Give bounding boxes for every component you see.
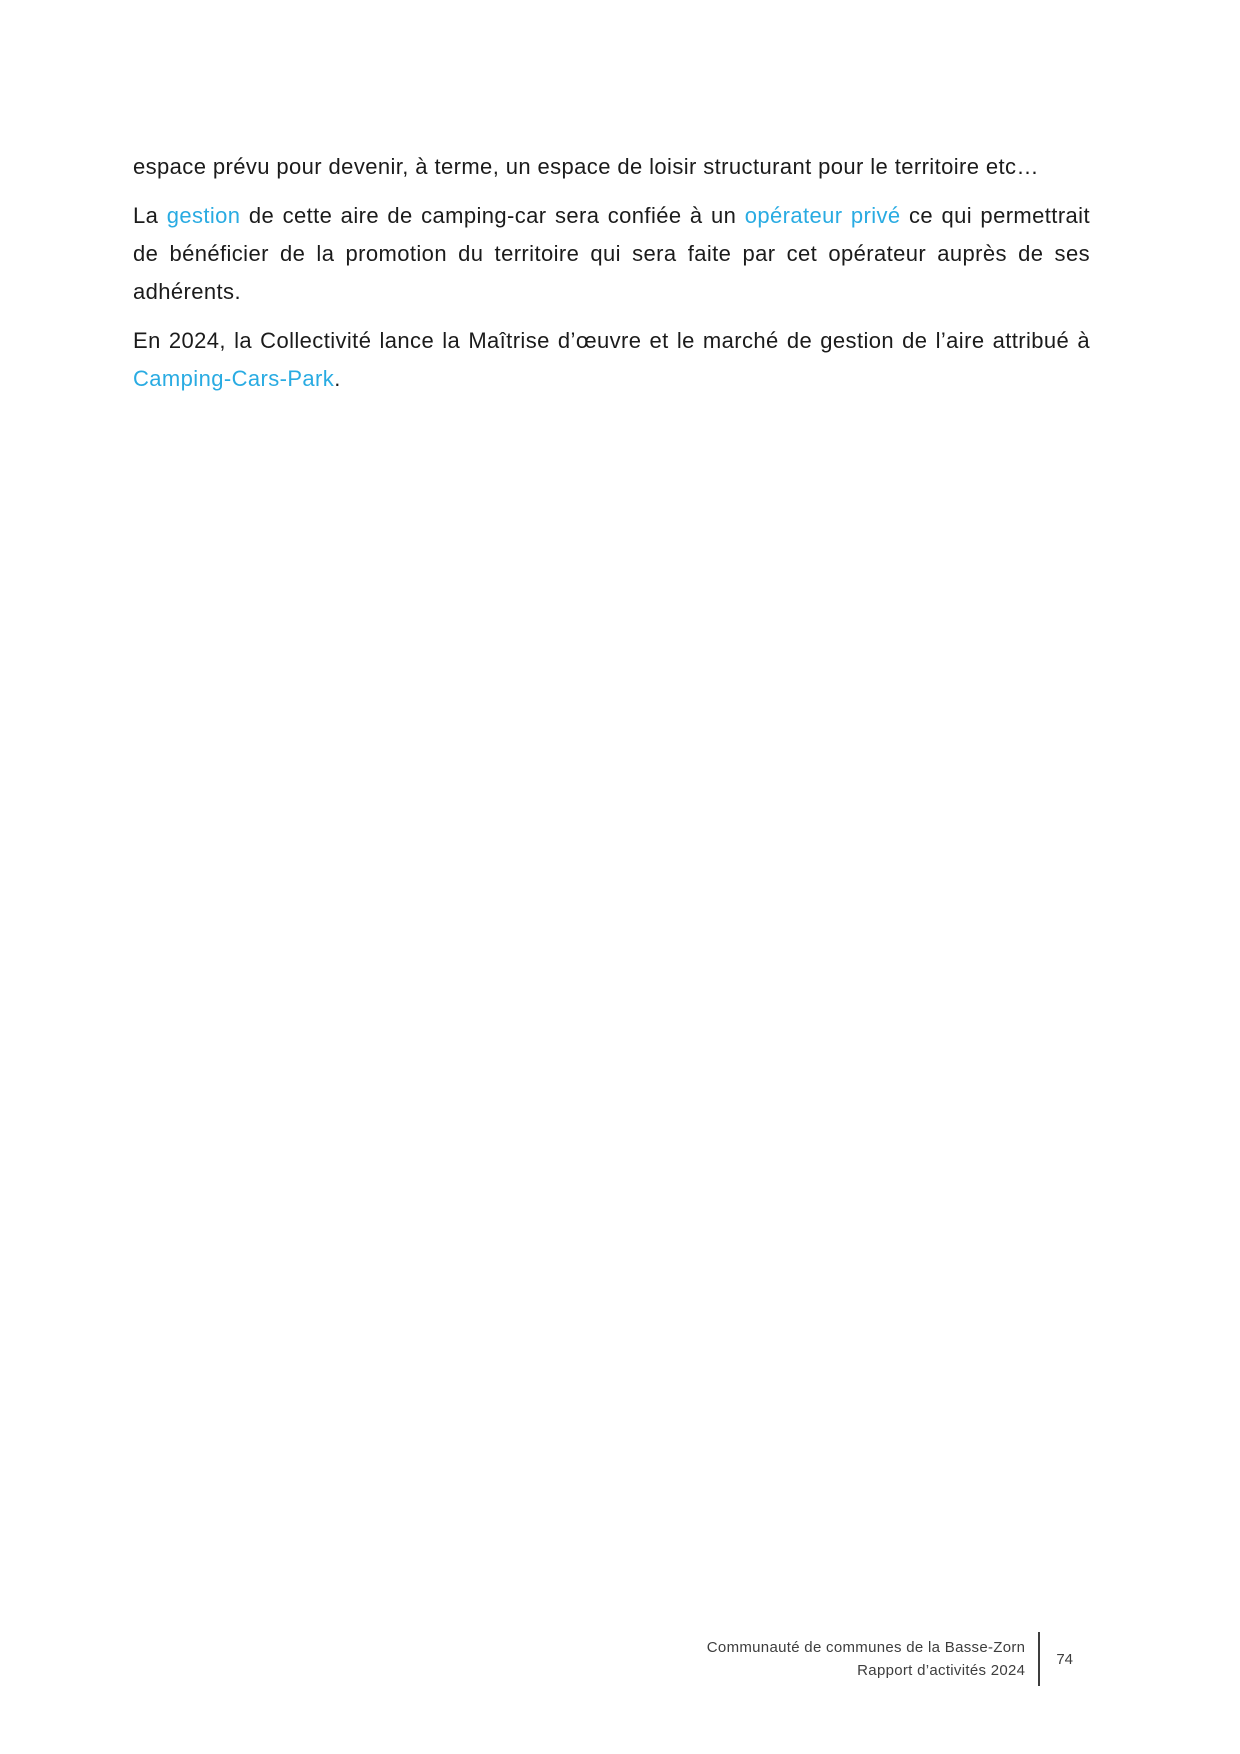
highlighted-text: opérateur privé: [744, 203, 901, 228]
page-number: 74: [1056, 1650, 1073, 1668]
body-text: de cette aire de camping-car sera confiée à un: [240, 203, 745, 228]
body-text: En 2024, la Collectivité lance la Maîtrise d’œuvre et le marché de gestion de l’aire attribué à: [133, 328, 1090, 353]
page-footer: [707, 1632, 1073, 1686]
footer-report-title: Rapport d’activités 2024: [857, 1662, 1026, 1679]
paragraph: [133, 197, 1090, 311]
highlighted-text: gestion: [166, 203, 241, 228]
body-text: La: [133, 203, 167, 228]
footer-text: [707, 1636, 1026, 1682]
footer-divider: [1038, 1632, 1040, 1686]
highlighted-text: Camping-Cars-Park: [133, 366, 335, 391]
footer-organisation: Communauté de communes de la Basse-Zorn: [706, 1639, 1026, 1656]
body-text: ce qui permettrait de bénéficier de la promotion du territoire qui sera faite par cet opérateur auprès de ses adhérents.: [133, 203, 1090, 304]
paragraph: [133, 322, 1090, 398]
paragraph: [133, 148, 1090, 186]
document-body: [133, 148, 1090, 409]
body-text: espace prévu pour devenir, à terme, un espace de loisir structurant pour le territoire etc…: [133, 154, 1039, 179]
body-text: .: [334, 366, 341, 391]
